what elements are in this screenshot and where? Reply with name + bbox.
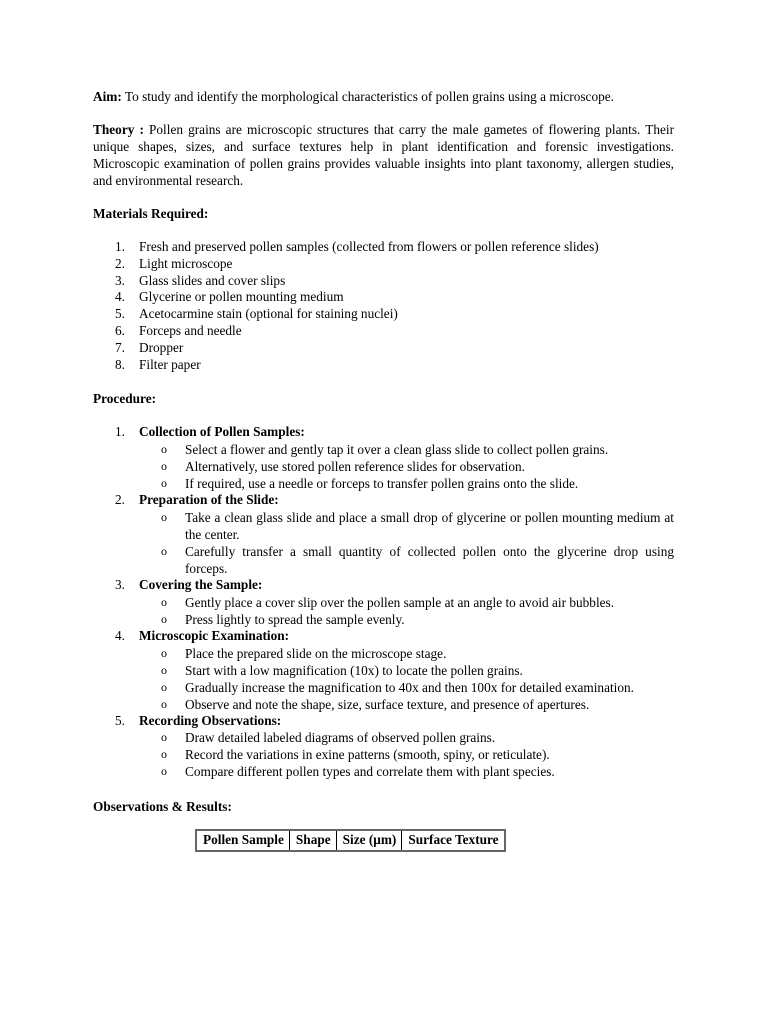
substep-text: Record the variations in exine patterns (smooth, spiny, or reticulate).: [185, 747, 550, 763]
bullet-icon: o: [161, 764, 167, 779]
bullet-icon: o: [161, 442, 167, 457]
substep-text: If required, use a needle or forceps to transfer pollen grains onto the slide.: [185, 476, 579, 492]
bullet-icon: o: [161, 594, 167, 609]
bullet-icon: o: [161, 679, 167, 694]
substep-text: Take a clean glass slide and place a small drop of glycerine or pollen mounting medium at the center.: [185, 509, 674, 542]
material-text: Filter paper: [139, 356, 201, 372]
substep-text: Gently place a cover slip over the pollen sample at an angle to avoid air bubbles.: [185, 594, 615, 610]
procedure-step: [115, 576, 674, 628]
table-header-row: [196, 830, 505, 851]
step-number: 2.: [115, 492, 125, 508]
material-number: 8.: [115, 356, 125, 372]
substep-item: [161, 458, 674, 475]
material-number: 4.: [115, 289, 125, 305]
bullet-icon: o: [161, 459, 167, 474]
material-item: [115, 306, 674, 323]
substep-item: [161, 696, 674, 713]
step-substeps: [139, 509, 674, 577]
substep-text: Gradually increase the magnification to 40x and then 100x for detailed examination.: [185, 679, 634, 695]
step-title: Recording Observations:: [139, 712, 282, 728]
step-title: Preparation of the Slide:: [139, 492, 279, 508]
substep-text: Alternatively, use stored pollen reference slides for observation.: [185, 459, 525, 475]
material-number: 2.: [115, 255, 125, 271]
step-number: 1.: [115, 424, 125, 440]
substep-text: Place the prepared slide on the microscope stage.: [185, 645, 447, 661]
step-title: Covering the Sample:: [139, 576, 263, 592]
observations-heading: Observations & Results:: [93, 799, 232, 815]
substep-text: Press lightly to spread the sample evenly.: [185, 611, 405, 627]
material-text: Glycerine or pollen mounting medium: [139, 289, 344, 305]
theory-paragraph: [93, 121, 674, 189]
substep-text: Carefully transfer a small quantity of collected pollen onto the glycerine drop using forceps.: [185, 543, 674, 576]
material-item: [115, 322, 674, 340]
material-number: 7.: [115, 339, 125, 355]
material-text: Fresh and preserved pollen samples (collected from flowers or pollen reference slides): [139, 239, 599, 254]
bullet-icon: o: [161, 611, 167, 626]
aim-text: To study and identify the morphological characteristics of pollen grains using a microscope.: [121, 89, 614, 104]
material-item: [115, 272, 674, 290]
bullet-icon: o: [161, 645, 167, 660]
substep-item: [161, 679, 674, 696]
table-column-header: Shape: [289, 830, 336, 851]
procedure-list: [93, 424, 674, 780]
step-substeps: [139, 729, 674, 780]
substep-item: [161, 441, 674, 458]
material-number: 5.: [115, 306, 125, 322]
material-number: 1.: [115, 239, 125, 254]
table-column-header: Pollen Sample: [196, 830, 289, 851]
step-number: 3.: [115, 576, 125, 592]
theory-label: Theory :: [93, 122, 144, 137]
material-number: 6.: [115, 322, 125, 338]
bullet-icon: o: [161, 730, 167, 745]
procedure-step: [115, 492, 674, 577]
material-item: [115, 289, 674, 306]
substep-item: [161, 746, 674, 763]
substep-item: [161, 763, 674, 780]
material-number: 3.: [115, 272, 125, 288]
step-number: 5.: [115, 712, 125, 728]
substep-text: Observe and note the shape, size, surface texture, and presence of apertures.: [185, 696, 590, 712]
materials-list: [93, 239, 674, 373]
step-substeps: [139, 594, 674, 628]
material-item: [115, 255, 674, 273]
table-column-header: Surface Texture: [402, 830, 505, 851]
material-text: Glass slides and cover slips: [139, 272, 286, 288]
theory-text: Pollen grains are microscopic structures that carry the male gametes of flowering plants. Their unique shapes, sizes, and surface textures help in plant identification and forensic investigations. Microscopic examination of pollen grains provides valuable insights into plant taxonomy, allergen studies, and environmental research.: [93, 122, 674, 188]
substep-item: [161, 475, 674, 492]
bullet-icon: o: [161, 662, 167, 677]
bullet-icon: o: [161, 543, 167, 558]
procedure-heading: Procedure:: [93, 391, 157, 407]
procedure-step: [115, 627, 674, 713]
bullet-icon: o: [161, 696, 167, 711]
material-item: [115, 239, 674, 256]
step-substeps: [139, 645, 674, 713]
substep-text: Start with a low magnification (10x) to locate the pollen grains.: [185, 662, 523, 678]
bullet-icon: o: [161, 476, 167, 491]
material-item: [115, 339, 674, 357]
bullet-icon: o: [161, 509, 167, 524]
substep-item: [161, 594, 674, 611]
observations-table: [195, 829, 506, 852]
substep-text: Compare different pollen types and correlate them with plant species.: [185, 764, 555, 780]
bullet-icon: o: [161, 747, 167, 762]
aim-label: Aim:: [93, 89, 122, 104]
substep-item: [161, 645, 674, 662]
material-text: Dropper: [139, 339, 184, 355]
procedure-step: [115, 424, 674, 492]
procedure-step: [115, 712, 674, 781]
substep-item: [161, 611, 674, 628]
substep-item: [161, 509, 674, 543]
material-text: Acetocarmine stain (optional for staining nuclei): [139, 306, 398, 322]
substep-item: [161, 662, 674, 679]
step-number: 4.: [115, 627, 125, 643]
aim-paragraph: [93, 88, 674, 105]
material-item: [115, 356, 674, 374]
material-text: Light microscope: [139, 255, 233, 271]
materials-heading: Materials Required:: [93, 206, 209, 221]
substep-item: [161, 543, 674, 577]
table-column-header: Size (μm): [336, 830, 402, 851]
substep-item: [161, 729, 674, 746]
step-title: Microscopic Examination:: [139, 627, 290, 643]
material-text: Forceps and needle: [139, 322, 242, 338]
substep-text: Draw detailed labeled diagrams of observed pollen grains.: [185, 730, 496, 746]
substep-text: Select a flower and gently tap it over a clean glass slide to collect pollen grains.: [185, 442, 609, 458]
step-title: Collection of Pollen Samples:: [139, 424, 305, 440]
step-substeps: [139, 441, 674, 492]
